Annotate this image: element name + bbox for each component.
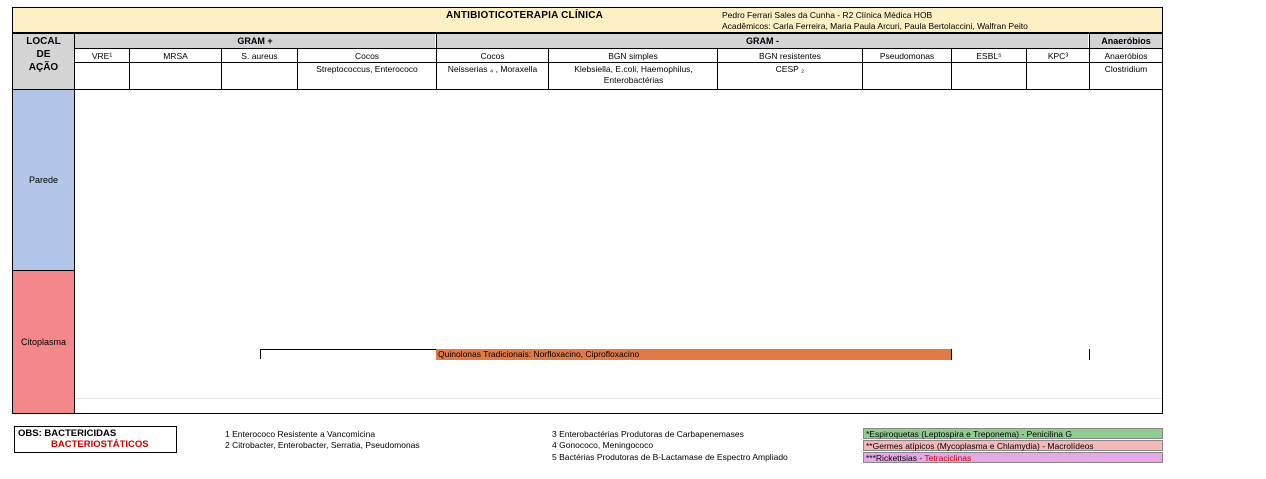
region-citoplasma-label: Citoplasma	[20, 337, 67, 347]
divider	[75, 48, 1162, 49]
col-header-cocos-neg: Cocos	[480, 51, 505, 61]
local-de-acao-label: LOCAL DE AÇÃO	[13, 34, 74, 89]
academics-line: Acadêmicos: Carla Ferreira, Maria Paula Arcuri, Paula Bertolaccini, Walfran Peito	[722, 21, 1028, 31]
group-gram-negative: GRAM -	[437, 34, 1088, 48]
divider	[13, 89, 1162, 90]
sub-bgn-simples: Klebsiella, E.coli, Haemophilus, Enterobactérias	[574, 64, 693, 85]
divider	[13, 33, 1162, 34]
col-header-bgn-resistentes: BGN resistentes	[759, 51, 821, 61]
sub-cocos-neg: Neisserias ₄ , Moraxella	[447, 64, 538, 74]
legend-rickettsias: ***Rickettsias - Tetraciclinas	[863, 452, 1163, 463]
footnote-5: 5 Bactérias Produtoras de B-Lactamase de Espectro Ampliado	[552, 452, 788, 462]
group-gram-positive: GRAM +	[75, 34, 435, 48]
obs-bacteriostaticos: BACTERIOSTÁTICOS	[51, 439, 149, 450]
legend-germes-atipicos: **Germes atípicos (Mycoplasma e Chlamydia) - Macrolídeos	[863, 440, 1163, 451]
bar-end-tick	[951, 349, 952, 360]
sub-cocos-pos: Streptococcus, Enterococo	[316, 64, 418, 74]
footnote-3: 3 Enterobactérias Produtoras de Carbapenemases	[552, 429, 744, 439]
obs-bactericidas: OBS: BACTERICIDAS	[18, 428, 117, 439]
sub-bgn-resistentes: CESP ₂	[775, 64, 805, 74]
col-header-anaerobios: Anaeróbios	[1104, 51, 1148, 61]
col-header-pseudomonas: Pseudomonas	[879, 51, 935, 61]
col-header-mrsa: MRSA	[163, 51, 188, 61]
col-header-kpc: KPC³	[1047, 51, 1069, 61]
divider	[74, 89, 75, 414]
region-parede	[13, 90, 74, 271]
footnote-4: 4 Gonococo, Meningococo	[552, 440, 654, 450]
coverage-bracket-start	[260, 349, 437, 359]
page-title: ANTIBIOTICOTERAPIA CLÍNICA	[446, 10, 604, 21]
footnote-2: 2 Citrobacter, Enterobacter, Serratia, Pseudomonas	[225, 440, 420, 450]
obs-legend-box	[14, 426, 177, 453]
legend-tetraciclinas: Tetraciclinas	[924, 453, 972, 463]
anaerobios-tick	[1089, 349, 1090, 360]
col-header-esbl: ESBL⁵	[976, 51, 1002, 61]
col-header-s-aureus: S. aureus	[241, 51, 278, 61]
quinolonas-bar: Quinolonas Tradicionais: Norfloxacino, Ciprofloxacino	[436, 349, 952, 360]
col-header-vre: VRE¹	[91, 51, 113, 61]
divider	[75, 62, 1162, 63]
col-header-cocos-pos: Cocos	[354, 51, 380, 61]
region-parede-label: Parede	[28, 175, 59, 185]
region-citoplasma	[13, 271, 74, 414]
col-header-bgn-simples: BGN simples	[608, 51, 658, 61]
legend-espiroquetas: *Espiroquetas (Leptospira e Treponema) - Penicilina G	[863, 428, 1163, 439]
sub-anaerobios: Clostridium	[1104, 64, 1148, 74]
author-info	[722, 10, 1028, 32]
divider	[75, 398, 1162, 399]
group-anaerobios: Anaeróbios	[1090, 34, 1162, 48]
footnote-1: 1 Enterococo Resistente a Vancomicina	[225, 429, 376, 439]
author-line: Pedro Ferrari Sales da Cunha - R2 Clínica Médica HOB	[722, 10, 933, 20]
